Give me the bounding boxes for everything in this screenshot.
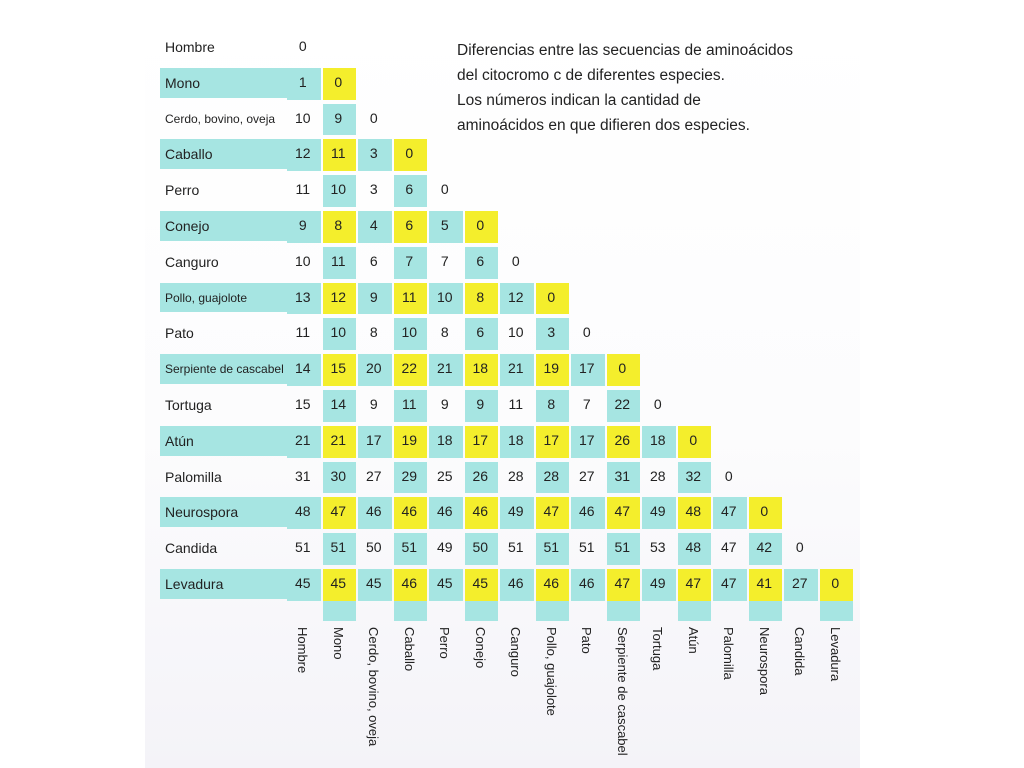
column-label: Levadura	[827, 626, 843, 682]
matrix-value: 6	[476, 252, 485, 269]
matrix-value: 47	[720, 539, 737, 556]
matrix-value: 20	[365, 360, 382, 377]
column-label: Palomilla	[721, 626, 736, 680]
matrix-value: 3	[369, 145, 378, 162]
matrix-value: 42	[756, 539, 773, 556]
row-label: Tortuga	[165, 397, 212, 413]
matrix-value: 50	[472, 539, 489, 556]
matrix-value: 17	[578, 360, 595, 377]
matrix-value: 11	[330, 252, 346, 269]
caption	[457, 38, 857, 138]
matrix-value: 0	[547, 288, 556, 305]
column-label: Mono	[330, 626, 346, 660]
column-label: Neurospora	[756, 626, 772, 695]
matrix-value: 25	[436, 467, 453, 484]
matrix-value: 14	[294, 360, 311, 377]
matrix-value: 47	[330, 503, 347, 520]
matrix-value: 27	[791, 575, 808, 591]
matrix-value: 18	[649, 431, 666, 448]
matrix-value: 21	[436, 360, 453, 377]
matrix-value: 17	[472, 431, 489, 448]
matrix-value: 48	[294, 503, 311, 520]
matrix-value: 47	[720, 575, 737, 591]
caption-line: Diferencias entre las secuencias de aminoácidos	[457, 42, 794, 59]
matrix-value: 0	[334, 73, 343, 90]
matrix-value: 5	[440, 217, 449, 233]
matrix-value: 45	[294, 575, 311, 591]
matrix-value: 3	[547, 324, 556, 341]
matrix-value: 9	[334, 109, 343, 126]
matrix-value: 22	[614, 396, 631, 412]
row-label: Candida	[165, 540, 218, 557]
matrix-value: 51	[614, 539, 631, 556]
matrix-value: 48	[685, 539, 702, 556]
matrix-value: 27	[578, 467, 595, 484]
matrix-value: 0	[831, 575, 840, 591]
column-label: Hombre	[295, 626, 310, 674]
matrix-value: 47	[685, 575, 702, 591]
matrix-value: 9	[298, 217, 307, 233]
matrix-value: 4	[369, 217, 378, 233]
matrix-value: 6	[405, 181, 414, 198]
matrix-value: 47	[543, 503, 560, 520]
matrix-value: 51	[401, 539, 418, 556]
matrix-value: 8	[476, 288, 485, 305]
matrix-value: 31	[294, 467, 311, 484]
row-label: Perro	[165, 182, 200, 199]
matrix-value: 6	[369, 252, 378, 269]
row-label: Hombre	[165, 39, 215, 55]
row-label: Atún	[165, 432, 194, 449]
matrix-value: 47	[614, 575, 631, 591]
matrix-value: 49	[649, 503, 666, 520]
caption-line: del citocromo c de diferentes especies.	[457, 67, 725, 84]
column-band	[678, 601, 712, 621]
matrix-value: 0	[582, 324, 591, 341]
matrix-value: 28	[543, 467, 560, 484]
matrix-value: 11	[401, 396, 417, 412]
row-label: Canguro	[165, 253, 219, 270]
matrix-value: 49	[436, 539, 453, 556]
matrix-value: 15	[330, 360, 347, 377]
matrix-value: 8	[440, 324, 449, 341]
matrix-value: 46	[578, 575, 595, 591]
row-label: Neurospora	[165, 504, 239, 521]
column-label: Canguro	[508, 626, 523, 677]
matrix-value: 51	[294, 539, 311, 556]
matrix-value: 11	[295, 324, 311, 341]
column-label: Candida	[792, 626, 807, 676]
matrix-value: 46	[472, 503, 489, 520]
matrix-value: 41	[756, 575, 773, 591]
matrix-value: 8	[334, 217, 343, 233]
matrix-value: 21	[330, 431, 347, 448]
matrix-value: 17	[578, 431, 595, 448]
matrix-value: 47	[614, 503, 631, 520]
matrix-value: 0	[689, 431, 698, 448]
matrix-value: 45	[472, 575, 489, 591]
matrix-value: 46	[543, 575, 560, 591]
matrix-value: 18	[472, 360, 489, 377]
matrix-value: 0	[618, 360, 627, 377]
matrix-value: 0	[653, 396, 662, 412]
matrix-value: 28	[507, 467, 524, 484]
column-label: Pollo, guajolote	[543, 626, 559, 716]
column-band	[394, 601, 428, 621]
matrix-value: 30	[330, 467, 347, 484]
matrix-value: 53	[649, 539, 666, 556]
column-label: Cerdo, bovino, oveja	[366, 626, 381, 747]
matrix-value: 18	[436, 431, 453, 448]
matrix-value: 51	[330, 539, 347, 556]
matrix-value: 21	[294, 431, 311, 448]
matrix-value: 46	[401, 503, 418, 520]
row-label: Cerdo, bovino, oveja	[165, 111, 276, 126]
matrix-value: 9	[369, 396, 378, 412]
matrix-value: 46	[507, 575, 524, 591]
matrix-value: 11	[295, 181, 311, 198]
column-band	[536, 601, 570, 621]
column-band	[820, 601, 854, 621]
matrix-value: 0	[724, 467, 733, 484]
column-label: Tortuga	[650, 626, 665, 671]
matrix-value: 22	[401, 360, 418, 377]
column-band	[465, 601, 499, 621]
matrix-value: 14	[330, 396, 347, 412]
matrix-value: 13	[294, 288, 311, 305]
matrix-value: 0	[511, 252, 520, 269]
column-label: Caballo	[401, 626, 417, 671]
matrix-value: 7	[405, 252, 414, 269]
matrix-value: 51	[543, 539, 560, 556]
matrix-value: 46	[365, 503, 382, 520]
matrix-value: 0	[795, 539, 804, 556]
row-label: Serpiente de cascabel	[165, 362, 284, 377]
matrix-value: 17	[365, 431, 382, 448]
caption-line: aminoácidos en que difieren dos especies.	[457, 117, 750, 134]
matrix-value: 12	[330, 288, 347, 305]
matrix-value: 29	[401, 467, 418, 484]
matrix-value: 10	[401, 324, 418, 341]
matrix-value: 10	[436, 288, 453, 305]
column-band	[607, 601, 641, 621]
row-label: Palomilla	[165, 468, 222, 485]
matrix-value: 8	[369, 324, 378, 341]
matrix-value: 50	[365, 539, 382, 556]
matrix-value: 10	[330, 324, 347, 341]
matrix-value: 0	[298, 38, 307, 54]
row-label: Conejo	[165, 218, 210, 234]
matrix-value: 46	[401, 575, 418, 591]
matrix-value: 48	[685, 503, 702, 520]
column-label: Pato	[579, 626, 594, 654]
column-label: Conejo	[472, 626, 488, 668]
cytochrome-c-figure	[145, 18, 860, 768]
matrix-value: 6	[476, 324, 485, 341]
matrix-value: 28	[649, 467, 666, 484]
matrix-value: 10	[507, 324, 524, 341]
matrix-value: 15	[294, 396, 311, 412]
matrix-value: 26	[614, 431, 631, 448]
matrix-value: 49	[649, 575, 666, 591]
column-label: Serpiente de cascabel	[614, 626, 630, 756]
matrix-value: 12	[507, 288, 524, 305]
row-label: Mono	[165, 74, 201, 91]
matrix-value: 0	[760, 503, 769, 520]
matrix-value: 45	[436, 575, 453, 591]
matrix-value: 46	[436, 503, 453, 520]
matrix-value: 9	[476, 396, 485, 412]
matrix-value: 11	[401, 288, 417, 305]
matrix-value: 27	[365, 467, 382, 484]
matrix-value: 19	[543, 360, 560, 377]
matrix-value: 9	[369, 288, 378, 305]
matrix-value: 45	[330, 575, 347, 591]
matrix-value: 11	[330, 145, 346, 162]
matrix-value: 46	[578, 503, 595, 520]
matrix-value: 0	[405, 145, 414, 162]
row-label: Caballo	[165, 146, 213, 163]
matrix-value: 10	[294, 252, 311, 269]
row-label: Levadura	[165, 576, 224, 592]
matrix-value: 10	[294, 109, 311, 126]
matrix-value: 10	[330, 181, 347, 198]
matrix-value: 0	[369, 109, 378, 126]
matrix-value: 7	[440, 252, 449, 269]
matrix-value: 19	[401, 431, 418, 448]
matrix-value: 51	[507, 539, 524, 556]
matrix-value: 3	[369, 181, 378, 198]
matrix-value: 9	[440, 396, 449, 412]
column-label: Perro	[437, 626, 452, 659]
matrix-value: 45	[365, 575, 382, 591]
matrix-value: 31	[614, 467, 631, 484]
row-label: Pollo, guajolote	[165, 290, 248, 305]
matrix-value: 18	[507, 431, 524, 448]
column-band	[323, 601, 357, 621]
matrix-value: 11	[508, 396, 524, 412]
caption-line: Los números indican la cantidad de	[457, 92, 701, 109]
matrix-value: 17	[543, 431, 560, 448]
matrix-value: 21	[507, 360, 524, 377]
matrix-value: 47	[720, 503, 737, 520]
row-label: Pato	[165, 325, 194, 342]
matrix-value: 0	[440, 181, 449, 198]
matrix-value: 1	[298, 73, 307, 90]
matrix-value: 8	[547, 396, 556, 412]
matrix-value: 49	[507, 503, 524, 520]
matrix-value: 26	[472, 467, 489, 484]
matrix-value: 51	[578, 539, 595, 556]
matrix-value: 6	[405, 217, 414, 233]
matrix-value: 32	[685, 467, 702, 484]
column-label: Atún	[685, 626, 701, 654]
matrix-value: 7	[582, 396, 591, 412]
matrix-value: 0	[476, 217, 485, 233]
column-band	[749, 601, 783, 621]
matrix-value: 12	[294, 145, 311, 162]
